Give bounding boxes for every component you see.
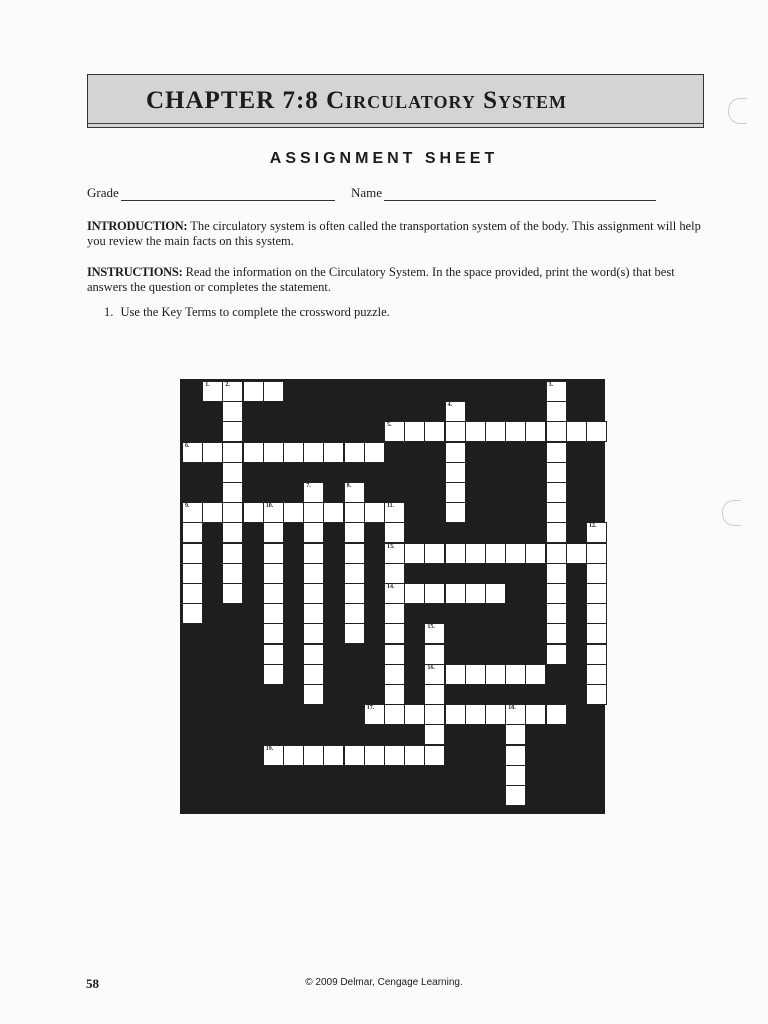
crossword-cell[interactable] [303, 522, 324, 543]
crossword-cell[interactable] [202, 502, 223, 523]
introduction-text: The circulatory system is often called the transportation system of the body. This assignment will help you review the main facts on this system. [87, 219, 701, 248]
crossword-cell[interactable] [263, 583, 284, 604]
crossword-cell[interactable] [364, 704, 385, 725]
crossword-cell[interactable] [222, 543, 243, 564]
clue-number: 16. [427, 664, 435, 671]
crossword-cell[interactable] [263, 664, 284, 685]
crossword-cell[interactable] [263, 502, 284, 523]
name-line[interactable] [384, 188, 656, 201]
crossword-cell[interactable] [344, 543, 365, 564]
assignment-sheet-heading: ASSIGNMENT SHEET [269, 150, 499, 167]
crossword-cell[interactable] [202, 381, 223, 402]
crossword-cell[interactable] [546, 502, 567, 523]
crossword-cell[interactable] [222, 421, 243, 442]
clue-number: 12. [589, 523, 597, 530]
crossword-cell[interactable] [344, 442, 365, 463]
chapter-subject: Circulatory System [326, 87, 567, 114]
crossword-cell[interactable] [505, 664, 526, 685]
crossword-cell[interactable] [424, 745, 445, 766]
crossword-cell[interactable] [566, 421, 587, 442]
crossword-cell[interactable] [384, 563, 405, 584]
crossword-cell[interactable] [445, 421, 466, 442]
crossword-cell[interactable] [263, 644, 284, 665]
crossword-cell[interactable] [505, 785, 526, 806]
crossword-cell[interactable] [263, 563, 284, 584]
crossword-cell[interactable] [546, 462, 567, 483]
crossword-cell[interactable] [586, 543, 607, 564]
clue-number: 1. [205, 382, 210, 388]
crossword-cell[interactable] [243, 502, 264, 523]
clue-number: 18. [508, 705, 516, 712]
crossword-cell[interactable] [525, 664, 546, 685]
clue-number: 6. [185, 442, 190, 449]
crossword-cell[interactable] [566, 543, 587, 564]
crossword-cell[interactable] [263, 543, 284, 564]
crossword-cell[interactable] [525, 704, 546, 725]
clue-number: 4. [447, 402, 453, 409]
crossword-cell[interactable] [384, 684, 405, 705]
crossword-cell[interactable] [445, 482, 466, 503]
crossword-cell[interactable] [485, 583, 506, 604]
crossword-cell[interactable] [303, 684, 324, 705]
clue-number: 8. [346, 483, 352, 489]
clue-number: 3. [548, 382, 554, 388]
crossword-cell[interactable] [344, 745, 365, 766]
crossword-cell[interactable] [424, 664, 445, 685]
crossword-cell[interactable] [424, 421, 445, 442]
crossword-cell[interactable] [424, 623, 445, 644]
page-number: 58 [86, 976, 99, 991]
crossword-cell[interactable] [445, 543, 466, 564]
crossword-cell[interactable] [445, 462, 466, 483]
crossword-cell[interactable] [586, 421, 607, 442]
crossword-cell[interactable] [263, 522, 284, 543]
crossword-cell[interactable] [485, 543, 506, 564]
crossword-cell[interactable] [465, 421, 486, 442]
grade-field [87, 185, 335, 201]
crossword-cell[interactable] [586, 664, 607, 685]
crossword-cell[interactable] [586, 684, 607, 705]
crossword-cell[interactable] [364, 502, 385, 523]
crossword-cell[interactable] [364, 442, 385, 463]
scan-hole-mark [728, 98, 747, 124]
crossword-cell[interactable] [303, 482, 324, 503]
crossword-cell[interactable] [222, 462, 243, 483]
crossword-cell[interactable] [404, 745, 425, 766]
crossword-cell[interactable] [586, 623, 607, 644]
crossword-cell[interactable] [303, 623, 324, 644]
clue-number: 15. [427, 624, 435, 631]
crossword-cell[interactable] [404, 421, 425, 442]
crossword-cell[interactable] [283, 502, 304, 523]
crossword-cell[interactable] [263, 745, 284, 766]
crossword-cell[interactable] [344, 563, 365, 584]
crossword-cell[interactable] [384, 603, 405, 624]
crossword-cell[interactable] [465, 704, 486, 725]
clue-number: 19. [265, 745, 274, 752]
crossword-cell[interactable] [303, 543, 324, 564]
crossword-cell[interactable] [445, 442, 466, 463]
instructions-paragraph [87, 265, 707, 295]
crossword-cell[interactable] [323, 502, 344, 523]
crossword-cell[interactable] [344, 482, 365, 503]
crossword-cell[interactable] [323, 745, 344, 766]
crossword-cell[interactable] [525, 421, 546, 442]
chapter-title-box [87, 74, 704, 128]
crossword-cell[interactable] [384, 664, 405, 685]
chapter-number: CHAPTER 7:8 [146, 87, 319, 114]
crossword-cell[interactable] [424, 724, 445, 745]
crossword-cell[interactable] [546, 583, 567, 604]
crossword-cell[interactable] [303, 603, 324, 624]
clue-number: 7. [306, 483, 311, 489]
crossword-cell[interactable] [384, 502, 405, 523]
grade-label: Grade [87, 185, 119, 200]
crossword-cell[interactable] [222, 563, 243, 584]
crossword-cell[interactable] [465, 543, 486, 564]
crossword-cell[interactable] [525, 543, 546, 564]
crossword-cell[interactable] [303, 745, 324, 766]
name-field [351, 185, 656, 201]
crossword-cell[interactable] [546, 603, 567, 624]
crossword-cell[interactable] [303, 563, 324, 584]
crossword-cell[interactable] [546, 381, 567, 402]
crossword-cell[interactable] [546, 644, 567, 665]
item-text: Use the Key Terms to complete the crossword puzzle. [120, 305, 390, 319]
crossword-cell[interactable] [485, 421, 506, 442]
crossword-cell[interactable] [424, 704, 445, 725]
crossword-cell[interactable] [303, 664, 324, 685]
crossword-cell[interactable] [546, 421, 567, 442]
introduction-label: INTRODUCTION: [87, 219, 188, 233]
item-number: 1. [104, 305, 114, 319]
crossword-cell[interactable] [546, 623, 567, 644]
crossword-cell[interactable] [546, 401, 567, 422]
copyright-notice: © 2009 Delmar, Cengage Learning. [305, 977, 463, 988]
crossword-cell[interactable] [424, 644, 445, 665]
crossword-cell[interactable] [546, 442, 567, 463]
clue-number: 13. [387, 543, 395, 550]
crossword-cell[interactable] [404, 583, 425, 604]
crossword-cell[interactable] [485, 704, 506, 725]
crossword-cell[interactable] [222, 583, 243, 604]
clue-number: 5. [387, 422, 392, 429]
crossword-grid [180, 379, 605, 814]
crossword-cell[interactable] [202, 442, 223, 463]
crossword-cell[interactable] [384, 522, 405, 543]
crossword-cell[interactable] [243, 381, 264, 402]
crossword-cell[interactable] [546, 482, 567, 503]
grade-line[interactable] [121, 188, 335, 201]
crossword-cell[interactable] [222, 381, 243, 402]
crossword-cell[interactable] [485, 664, 506, 685]
instructions-text: Read the information on the Circulatory System. In the space provided, print the word(s) that best answers the question or completes the statement. [87, 265, 675, 294]
chapter-title [146, 87, 567, 115]
crossword-cell[interactable] [404, 543, 425, 564]
crossword-cell[interactable] [445, 704, 466, 725]
clue-number: 2. [225, 382, 230, 388]
crossword-cell[interactable] [263, 623, 284, 644]
crossword-cell[interactable] [505, 724, 526, 745]
crossword-cell[interactable] [263, 442, 284, 463]
crossword-cell[interactable] [303, 583, 324, 604]
crossword-cell[interactable] [445, 401, 466, 422]
crossword-cell[interactable] [222, 502, 243, 523]
crossword-cell[interactable] [182, 442, 203, 463]
crossword-cell[interactable] [323, 442, 344, 463]
crossword-cell[interactable] [243, 442, 264, 463]
clue-number: 14. [387, 584, 395, 590]
crossword-cell[interactable] [505, 543, 526, 564]
crossword-cell[interactable] [344, 583, 365, 604]
crossword-cell[interactable] [586, 603, 607, 624]
crossword-cell[interactable] [586, 644, 607, 665]
crossword-cell[interactable] [222, 482, 243, 503]
clue-number: 10. [265, 503, 274, 510]
crossword-cell[interactable] [303, 442, 324, 463]
crossword-cell[interactable] [384, 421, 405, 442]
crossword-cell[interactable] [182, 502, 203, 523]
assignment-item [104, 305, 390, 320]
crossword-cell[interactable] [222, 401, 243, 422]
crossword-cell[interactable] [546, 543, 567, 564]
crossword-cell[interactable] [505, 765, 526, 786]
crossword-cell[interactable] [465, 664, 486, 685]
crossword-cell[interactable] [384, 644, 405, 665]
title-underline [88, 123, 703, 124]
crossword-cell[interactable] [263, 603, 284, 624]
crossword-cell[interactable] [505, 745, 526, 766]
crossword-cell[interactable] [384, 704, 405, 725]
introduction-paragraph [87, 219, 707, 249]
crossword-cell[interactable] [445, 502, 466, 523]
crossword-cell[interactable] [182, 563, 203, 584]
instructions-label: INSTRUCTIONS: [87, 265, 183, 279]
crossword-cell[interactable] [182, 583, 203, 604]
crossword-cell[interactable] [182, 603, 203, 624]
crossword-cell[interactable] [546, 704, 567, 725]
crossword-cell[interactable] [445, 583, 466, 604]
crossword-cell[interactable] [344, 623, 365, 644]
crossword-cell[interactable] [404, 704, 425, 725]
crossword-cell[interactable] [546, 563, 567, 584]
crossword-cell[interactable] [344, 522, 365, 543]
crossword-cell[interactable] [384, 623, 405, 644]
crossword-cell[interactable] [364, 745, 385, 766]
crossword-cell[interactable] [303, 502, 324, 523]
crossword-cell[interactable] [283, 442, 304, 463]
crossword-cell[interactable] [303, 644, 324, 665]
crossword-cell[interactable] [384, 745, 405, 766]
crossword-cell[interactable] [344, 502, 365, 523]
crossword-cell[interactable] [384, 583, 405, 604]
crossword-cell[interactable] [586, 583, 607, 604]
crossword-cell[interactable] [182, 522, 203, 543]
crossword-cell[interactable] [344, 603, 365, 624]
crossword-cell[interactable] [424, 543, 445, 564]
crossword-cell[interactable] [445, 664, 466, 685]
scan-hole-mark [722, 500, 741, 526]
clue-number: 9. [185, 503, 190, 510]
crossword-cell[interactable] [424, 583, 445, 604]
crossword-cell[interactable] [465, 583, 486, 604]
crossword-cell[interactable] [283, 745, 304, 766]
crossword-cell[interactable] [424, 684, 445, 705]
name-label: Name [351, 185, 383, 200]
crossword-cell[interactable] [586, 522, 607, 543]
crossword-cell[interactable] [182, 543, 203, 564]
crossword-cell[interactable] [222, 522, 243, 543]
crossword-cell[interactable] [222, 442, 243, 463]
crossword-cell[interactable] [384, 543, 405, 564]
clue-number: 11. [387, 503, 395, 510]
crossword-cell[interactable] [546, 522, 567, 543]
crossword-cell[interactable] [263, 381, 284, 402]
crossword-cell[interactable] [586, 563, 607, 584]
crossword-cell[interactable] [505, 421, 526, 442]
clue-number: 17. [366, 705, 375, 712]
crossword-cell[interactable] [505, 704, 526, 725]
